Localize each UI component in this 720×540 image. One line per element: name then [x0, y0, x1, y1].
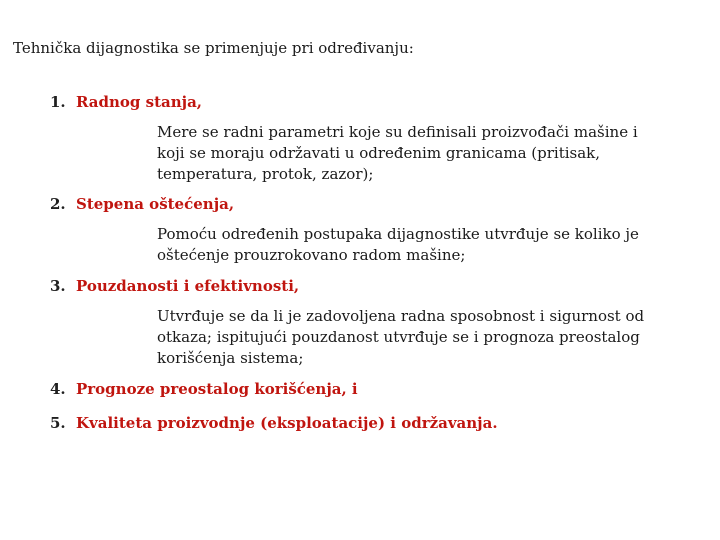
- list-item-number: 2.: [50, 195, 66, 213]
- list-item: [50, 91, 690, 185]
- list-item-label: Prognoze preostalog korišćenja, i: [76, 380, 358, 398]
- list-item-number: 3.: [50, 277, 66, 295]
- list-item: [50, 412, 690, 434]
- list-item-heading: [50, 378, 690, 400]
- numbered-list: [50, 91, 690, 434]
- list-item-description: Mere se radni parametri koje su definisali proizvođači mašine i koji se moraju održavati u određenim granicama (pritisak, temperatura, protok, zazor);: [157, 123, 638, 183]
- list-item-label: Radnog stanja,: [76, 93, 203, 111]
- list-item-heading: [50, 91, 690, 113]
- list-item-description: Pomoću određenih postupaka dijagnostike utvrđuje se koliko je oštećenje prouzrokovano radom mašine;: [157, 225, 639, 264]
- list-item: [50, 275, 690, 369]
- list-item: [50, 378, 690, 400]
- list-item-number: 5.: [50, 414, 66, 432]
- list-item-heading: [50, 275, 690, 297]
- intro-text: Tehnička dijagnostika se primenjuje pri određivanju:: [13, 39, 414, 57]
- list-item-label: Pouzdanosti i efektivnosti,: [76, 277, 300, 295]
- list-item-heading: [50, 412, 690, 434]
- list-item-number: 1.: [50, 93, 66, 111]
- list-item-label: Stepena oštećenja,: [76, 195, 235, 213]
- list-item-label: Kvaliteta proizvodnje (eksploatacije) i održavanja.: [76, 414, 498, 432]
- list-item-number: 4.: [50, 380, 66, 398]
- list-item-description: Utvrđuje se da li je zadovoljena radna sposobnost i sigurnost od otkaza; ispitujući pouzdanost utvrđuje se i prognoza preostalog korišćenja sistema;: [157, 307, 645, 367]
- list-item-heading: [50, 193, 690, 215]
- list-item: [50, 193, 690, 266]
